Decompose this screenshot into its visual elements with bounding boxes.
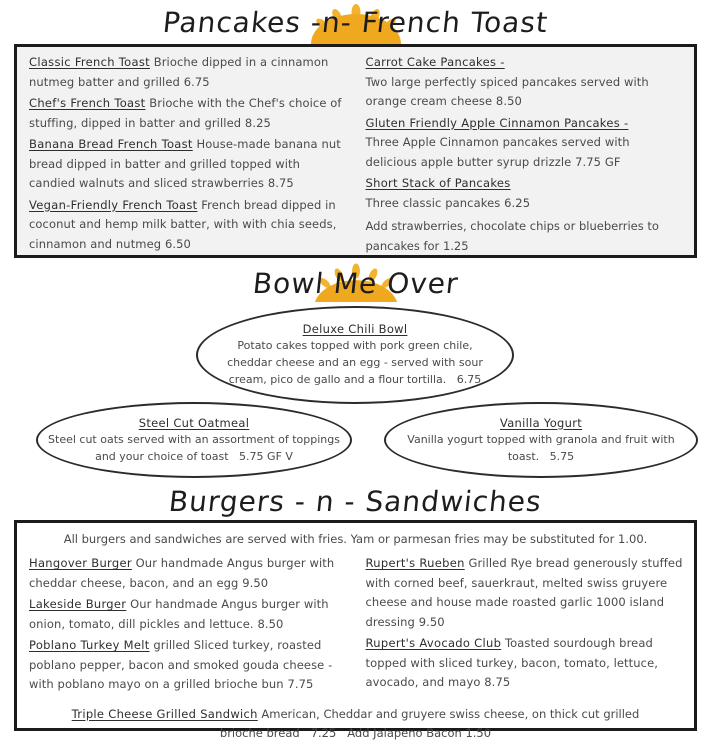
bowls-title: Bowl Me Over — [250, 266, 461, 300]
item-addon: Add Jalapeno Bacon 1.50 — [347, 725, 492, 740]
item-desc: Three Apple Cinnamon pancakes served with delicious apple butter syrup drizzle — [365, 135, 630, 169]
burgers-title: Burgers - n - Sandwiches — [167, 484, 544, 518]
item-price: 8.75 — [267, 176, 294, 190]
item-price: 6.75 — [183, 74, 210, 89]
item-name: Poblano Turkey Melt — [29, 638, 150, 652]
burgers-columns — [17, 554, 694, 703]
item-name: Banana Bread French Toast — [29, 137, 193, 151]
menu-item[interactable] — [366, 114, 685, 173]
menu-item[interactable] — [29, 554, 350, 593]
pancakes-left-column — [17, 47, 356, 262]
item-price: 6.25 — [504, 195, 531, 210]
item-name: Vegan-Friendly French Toast — [29, 197, 198, 212]
item-desc: Our handmade Angus burger with cheddar cheese, bacon, and an egg — [29, 556, 335, 590]
item-price: 8.75 — [484, 675, 511, 689]
menu-item[interactable] — [29, 53, 350, 92]
item-tag: GF — [604, 154, 621, 169]
item-desc: Brioche dipped in a cinnamon nutmeg batter and grilled — [29, 55, 329, 89]
bowls-ovals — [0, 304, 711, 482]
item-name: Short Stack of Pancakes — [365, 176, 511, 190]
item-tag: GF V — [267, 449, 293, 463]
item-desc: Potato cakes topped with pork green chile, cheddar cheese and an egg - served with sour cream, pico de gallo and a flour tortilla. — [227, 339, 483, 386]
item-name: Rupert's Rueben — [365, 556, 465, 570]
item-desc: Two large perfectly spiced pancakes served with orange cream cheese — [365, 74, 649, 108]
item-price: 8.50 — [257, 616, 284, 631]
menu-item[interactable] — [366, 554, 685, 632]
item-price: 6.75 — [456, 373, 482, 386]
item-name: Gluten Friendly Apple Cinnamon Pancakes - — [365, 115, 629, 130]
item-name: Vanilla Yogurt — [499, 415, 583, 430]
item-name: Carrot Cake Pancakes - — [365, 55, 505, 69]
bowls-banner — [0, 262, 711, 304]
item-desc-price — [386, 431, 696, 465]
item-name: Steel Cut Oatmeal — [138, 415, 250, 430]
burgers-right-column — [356, 554, 695, 703]
item-price: 6.50 — [164, 236, 191, 251]
pancakes-box — [14, 44, 697, 258]
pancakes-columns — [17, 47, 694, 262]
item-price: 8.25 — [244, 115, 271, 130]
burgers-header-note: All burgers and sandwiches are served with fries. Yam or parmesan fries may be substituted for 1.00. — [63, 532, 648, 546]
menu-item-oval-chili[interactable] — [196, 306, 514, 404]
burgers-left-column — [17, 554, 356, 703]
item-price: 7.75 — [575, 154, 602, 169]
item-desc: grilled Sliced turkey, roasted poblano pepper, bacon and smoked gouda cheese - with poblano mayo on a grilled brioche bun — [29, 638, 333, 691]
item-desc: Vanilla yogurt topped with granola and fruit with toast. — [407, 432, 675, 463]
menu-item-triple-cheese[interactable] — [17, 703, 694, 743]
menu-item[interactable] — [366, 53, 685, 112]
pancakes-right-column — [356, 47, 695, 262]
item-desc-price — [198, 337, 512, 388]
item-name: Lakeside Burger — [29, 597, 127, 611]
item-desc: French bread dipped in coconut and hemp milk batter, with with chia seeds, cinnamon and nutmeg — [29, 197, 337, 251]
item-name: Rupert's Avocado Club — [365, 636, 502, 650]
item-price: 9.50 — [418, 614, 445, 629]
burgers-banner — [0, 482, 711, 520]
menu-item[interactable] — [29, 135, 350, 194]
item-desc: Our handmade Angus burger with onion, tomato, dill pickles and lettuce. — [29, 597, 329, 631]
menu-item[interactable] — [366, 634, 685, 693]
menu-item[interactable] — [29, 196, 350, 255]
menu-item[interactable] — [366, 174, 685, 213]
item-desc: Brioche with the Chef's choice of stuffing, dipped in batter and grilled — [29, 96, 342, 130]
item-price: 5.75 — [239, 449, 264, 463]
menu-item[interactable] — [29, 595, 350, 634]
item-price: 9.50 — [242, 575, 269, 590]
menu-item-oval-oatmeal[interactable] — [36, 402, 352, 478]
pancakes-title: Pancakes -n- French Toast — [161, 5, 550, 39]
item-name: Triple Cheese Grilled Sandwich — [71, 706, 258, 721]
item-name: Chef's French Toast — [29, 96, 146, 110]
item-name: Classic French Toast — [29, 55, 150, 69]
burgers-box — [14, 520, 697, 740]
menu-item[interactable] — [29, 636, 350, 695]
item-desc: Steel cut oats served with an assortment of toppings and your choice of toast — [48, 432, 340, 463]
item-desc: Toasted sourdough bread topped with sliced turkey, bacon, tomato, lettuce, avocado, and mayo — [365, 636, 659, 689]
menu-item[interactable] — [29, 94, 350, 133]
pancakes-addon-note: Add strawberries, chocolate chips or blueberries to pancakes for 1.25 — [365, 219, 659, 253]
pancakes-banner — [0, 0, 711, 44]
item-price: 5.75 — [549, 449, 575, 463]
item-name: Hangover Burger — [29, 556, 132, 570]
item-desc: American, Cheddar and gruyere swiss cheese, on thick cut grilled brioche bread — [219, 706, 640, 740]
item-price: 8.50 — [495, 94, 522, 108]
item-price: 7.75 — [287, 677, 314, 691]
menu-item-oval-yogurt[interactable] — [384, 402, 698, 478]
item-price: 7.25 — [310, 725, 337, 740]
item-desc: Grilled Rye bread generously stuffed with corned beef, sauerkraut, melted swiss gruyere cheese and house made roasted garlic 1000 island dressing — [365, 556, 683, 629]
item-name: Deluxe Chili Bowl — [302, 322, 408, 336]
item-desc-price — [38, 431, 350, 465]
item-desc: Three classic pancakes — [365, 195, 501, 210]
item-desc: House-made banana nut bread dipped in batter and grilled topped with candied walnuts and sliced strawberries — [29, 137, 341, 190]
